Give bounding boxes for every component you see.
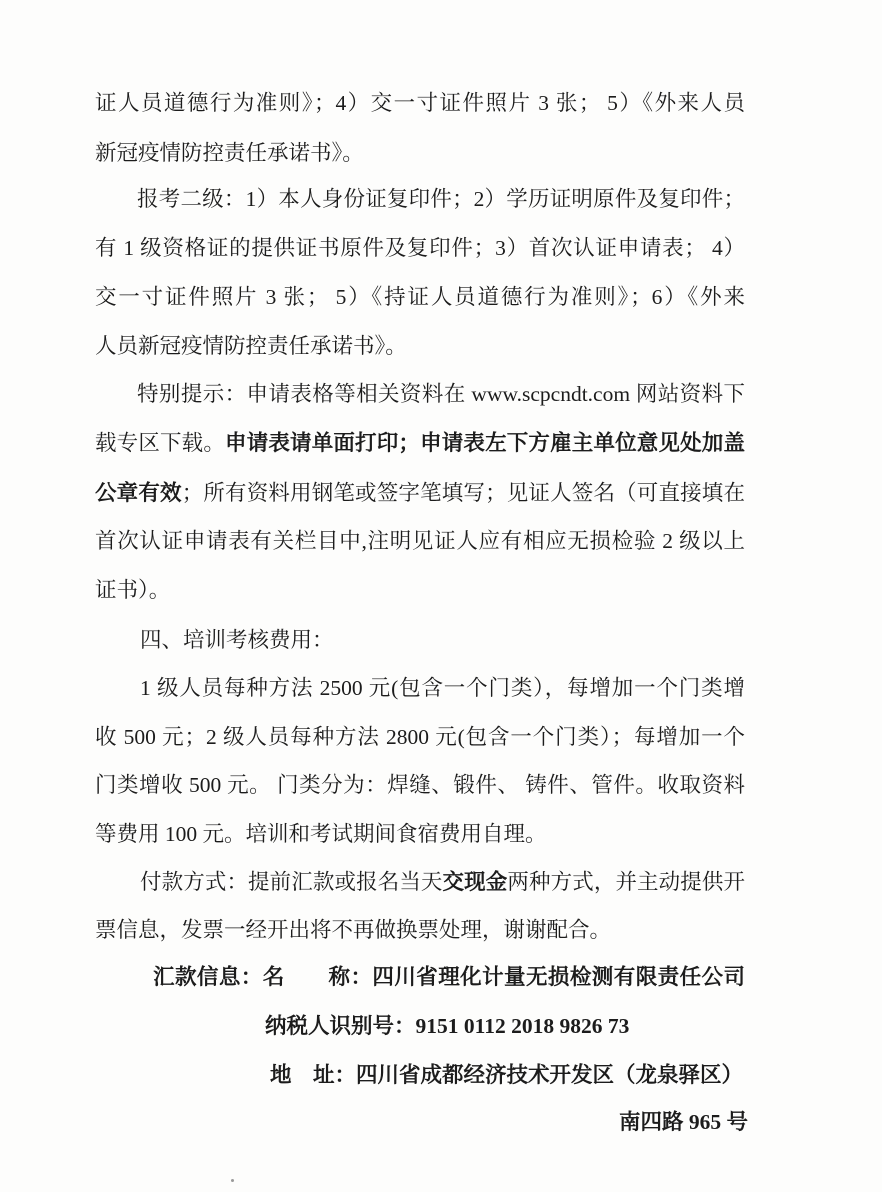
paragraph-line: 1 级人员每种方法 2500 元(包含一个门类），每增加一个门类增 bbox=[140, 676, 745, 700]
paragraph-line bbox=[95, 480, 745, 506]
paragraph-line bbox=[140, 869, 745, 895]
section-heading: 四、培训考核费用： bbox=[140, 628, 334, 652]
tax-id-label: 纳税人识别号： bbox=[265, 1014, 416, 1038]
bold-text: 申请表请单面打印；申请表左下方雇主单位意见处加盖 bbox=[225, 431, 745, 455]
remittance-label: 汇款信息： bbox=[153, 965, 263, 989]
paragraph-line: 证人员道德行为准则》；4）交一寸证件照片 3 张； 5）《外来人员 bbox=[95, 91, 745, 115]
paragraph-line: 首次认证申请表有关栏目中,注明见证人应有相应无损检验 2 级以上 bbox=[95, 529, 745, 553]
paragraph-line: 交一寸证件照片 3 张； 5）《持证人员道德行为准则》；6）《外来 bbox=[95, 285, 745, 309]
remittance-address-continuation: 南四路 965 号 bbox=[618, 1110, 748, 1134]
tax-id-value: 9151 0112 2018 9826 73 bbox=[415, 1014, 630, 1038]
company-name: 四川省理化计量无损检测有限责任公司 bbox=[372, 965, 745, 989]
remittance-tax-id-row bbox=[265, 1013, 629, 1039]
paragraph-line: 证书）。 bbox=[95, 578, 171, 602]
paragraph-line: 新冠疫情防控责任承诺书》。 bbox=[95, 141, 364, 165]
paragraph-line: 收 500 元；2 级人员每种方法 2800 元(包含一个门类）；每增加一个 bbox=[95, 725, 745, 749]
paragraph-line: 门类增收 500 元。 门类分为：焊缝、锻件、 铸件、管件。收取资料 bbox=[95, 773, 745, 797]
paragraph-line: 人员新冠疫情防控责任承诺书》。 bbox=[95, 334, 407, 358]
address-value: 四川省成都经济技术开发区（龙泉驿区） bbox=[356, 1063, 744, 1087]
address-label: 地 址： bbox=[270, 1063, 357, 1087]
paragraph-line: 票信息，发票一经开出将不再做换票处理，谢谢配合。 bbox=[95, 918, 612, 942]
paragraph-line: 有 1 级资格证的提供证书原件及复印件；3）首次认证申请表； 4） bbox=[95, 236, 745, 260]
scan-speck bbox=[231, 1179, 234, 1182]
bold-text: 公章有效 bbox=[95, 481, 182, 505]
regular-text: 两种方式，并主动提供开 bbox=[507, 870, 745, 894]
regular-text: 载专区下载。 bbox=[95, 431, 226, 455]
paragraph-line: 等费用 100 元。培训和考试期间食宿费用自理。 bbox=[95, 822, 547, 846]
remittance-address-row bbox=[270, 1062, 743, 1088]
paragraph-line: 特别提示：申请表格等相关资料在 www.scpcndt.com 网站资料下 bbox=[137, 382, 745, 406]
paragraph-line bbox=[95, 430, 745, 456]
name-label: 名 称： bbox=[262, 965, 373, 989]
bold-text: 交现金 bbox=[442, 870, 508, 894]
remittance-name-row bbox=[153, 964, 745, 990]
regular-text: 付款方式：提前汇款或报名当天 bbox=[140, 870, 443, 894]
paragraph-line: 报考二级：1）本人身份证复印件；2）学历证明原件及复印件； bbox=[137, 187, 745, 211]
regular-text: ；所有资料用钢笔或签字笔填写；见证人签名（可直接填在 bbox=[181, 481, 745, 505]
